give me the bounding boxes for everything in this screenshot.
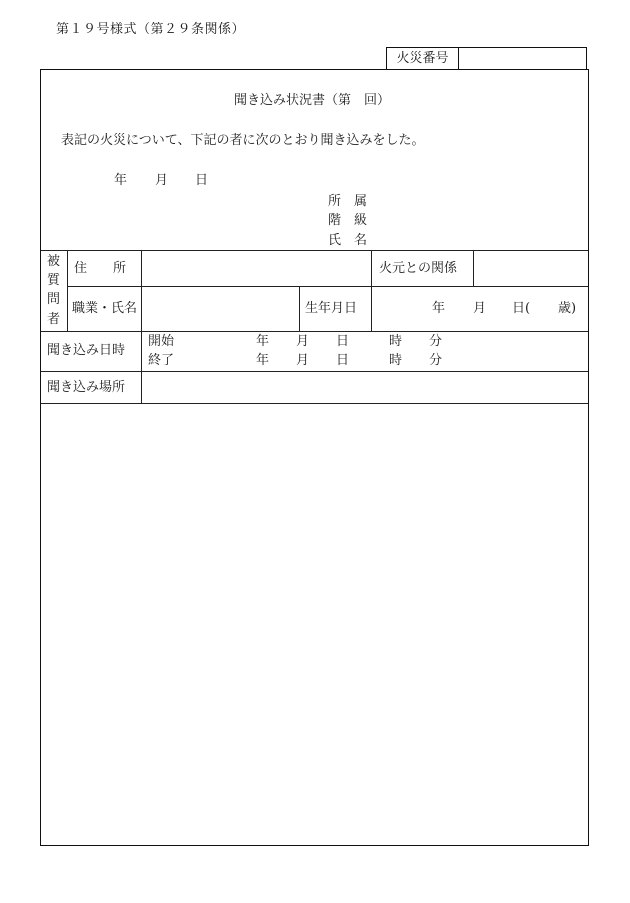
address-field[interactable] [143,252,370,285]
col-divider-relation-right [473,250,474,286]
document-title: 聞き込み状況書（第 回） [234,93,391,108]
start-label: 開始 [148,334,175,349]
end-day: 日 [336,353,350,368]
address-label: 住 所 [74,261,127,276]
officer-name-label: 氏 名 [328,233,368,248]
statement-text: 表記の火災について、下記の者に次のとおり聞き込みをした。 [61,133,425,148]
start-minute: 分 [429,334,443,349]
date-month-label: 月 [155,173,169,188]
col-divider-interviewee [67,250,68,331]
relation-label: 火元との関係 [379,261,458,276]
relation-field[interactable] [475,252,587,285]
fire-number-box [386,47,587,69]
form-number-header: 第１９号様式（第２９条関係） [56,22,246,37]
interviewee-char-2: 質 [47,273,61,288]
start-year: 年 [256,334,270,349]
row-divider-3 [41,371,588,372]
start-hour: 時 [389,334,403,349]
fire-number-field[interactable] [459,48,586,69]
interviewee-char-4: 者 [47,312,61,327]
interview-place-field[interactable] [143,373,587,402]
row-divider-2 [41,331,588,332]
age-label: 歳) [558,301,577,316]
col-divider-birthdate-right [371,250,372,331]
end-minute: 分 [429,353,443,368]
birthdate-label: 生年月日 [305,301,358,316]
col-divider-birthdate-left [299,286,300,331]
interview-place-label: 聞き込み場所 [47,380,126,395]
date-year-label: 年 [114,173,128,188]
birthdate-day: 日( [512,301,531,316]
form-frame [40,69,589,846]
interviewee-char-1: 被 [47,254,61,269]
row-divider-1 [67,286,588,287]
fire-number-label: 火災番号 [387,48,459,69]
end-year: 年 [256,353,270,368]
interview-datetime-label: 聞き込み日時 [47,343,126,358]
occupation-name-label: 職業・氏名 [72,301,138,316]
birthdate-month: 月 [473,301,487,316]
end-label: 終了 [148,353,175,368]
start-day: 日 [336,334,350,349]
officer-affiliation-label: 所 属 [328,194,368,209]
occupation-name-field[interactable] [143,288,298,330]
end-month: 月 [296,353,310,368]
start-month: 月 [296,334,310,349]
birthdate-year: 年 [432,301,446,316]
col-divider-label [141,250,142,403]
table-top-line [41,250,588,251]
table-bottom-line [41,403,588,404]
officer-rank-label: 階 級 [328,213,368,228]
interview-content-area[interactable] [43,406,586,842]
interviewee-char-3: 問 [47,292,61,307]
end-hour: 時 [389,353,403,368]
date-day-label: 日 [195,173,209,188]
